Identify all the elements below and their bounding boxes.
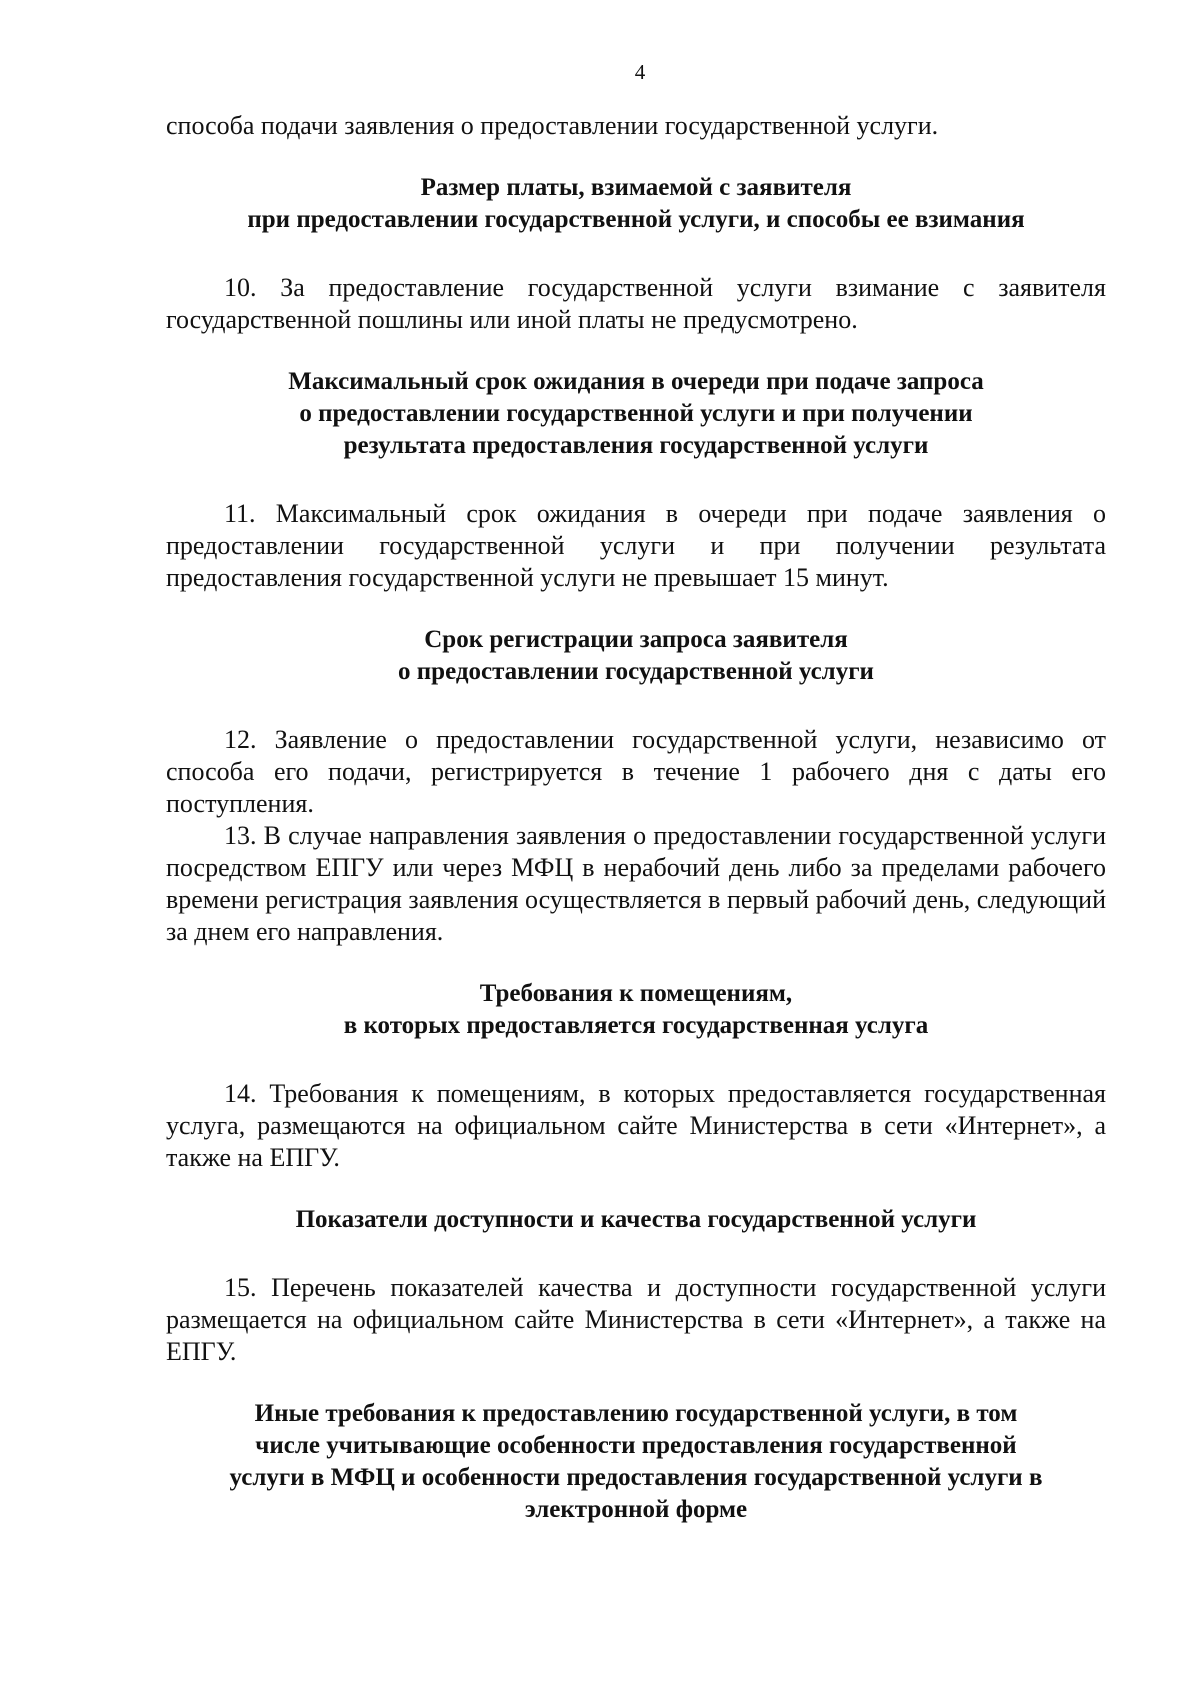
heading-other-requirements	[166, 1398, 1106, 1526]
heading-line: Иные требования к предоставлению государственной услуги, в том	[254, 1400, 1018, 1427]
heading-line: Максимальный срок ожидания в очереди при подаче запроса	[288, 368, 984, 395]
heading-line: электронной форме	[524, 1496, 748, 1523]
heading-line: о предоставлении государственной услуги	[398, 658, 874, 685]
heading-queue	[166, 366, 1106, 462]
paragraph-14: 14. Требования к помещениям, в которых предоставляется государственная услуга, размещаются на официальном сайте Министерства в сети «Интернет», а также на ЕПГУ.	[166, 1079, 1106, 1172]
paragraph-11: 11. Максимальный срок ожидания в очереди при подаче заявления о предоставлении государственной услуги и при получении результата предоставления государственной услуги не превышает 15 минут.	[166, 499, 1106, 592]
paragraph-12: 12. Заявление о предоставлении государственной услуги, независимо от способа его подачи, регистрируется в течение 1 рабочего дня с даты его поступления.	[166, 725, 1106, 818]
paragraph-13: 13. В случае направления заявления о предоставлении государственной услуги посредством ЕПГУ или через МФЦ в нерабочий день либо за пределами рабочего времени регистрация заявления осуществляется в первый рабочий день, следующий за днем его направления.	[166, 821, 1106, 946]
page-number: 4	[634, 60, 646, 84]
heading-premises	[166, 978, 1106, 1042]
heading-line: услуги в МФЦ и особенности предоставления государственной услуги в	[229, 1464, 1043, 1491]
heading-line: при предоставлении государственной услуги, и способы ее взимания	[247, 206, 1025, 233]
heading-line: в которых предоставляется государственная услуга	[343, 1012, 929, 1039]
heading-line: результата предоставления государственной услуги	[343, 432, 929, 459]
paragraph-15: 15. Перечень показателей качества и доступности государственной услуги размещается на официальном сайте Министерства в сети «Интернет», а также на ЕПГУ.	[166, 1273, 1106, 1366]
heading-line: Срок регистрации запроса заявителя	[424, 626, 848, 653]
heading-line: о предоставлении государственной услуги и при получении	[299, 400, 973, 427]
paragraph-10: 10. За предоставление государственной услуги взимание с заявителя государственной пошлины или иной платы не предусмотрено.	[166, 273, 1106, 334]
heading-fee	[166, 172, 1106, 236]
intro-line: способа подачи заявления о предоставлении государственной услуги.	[166, 111, 939, 140]
heading-line: Показатели доступности и качества государственной услуги	[295, 1206, 977, 1233]
heading-line: числе учитывающие особенности предоставления государственной	[255, 1432, 1017, 1459]
heading-line: Размер платы, взимаемой с заявителя	[420, 174, 852, 201]
heading-line: Требования к помещениям,	[479, 980, 793, 1007]
heading-registration	[166, 624, 1106, 688]
page-body	[166, 110, 1106, 1526]
heading-quality	[166, 1204, 1106, 1236]
